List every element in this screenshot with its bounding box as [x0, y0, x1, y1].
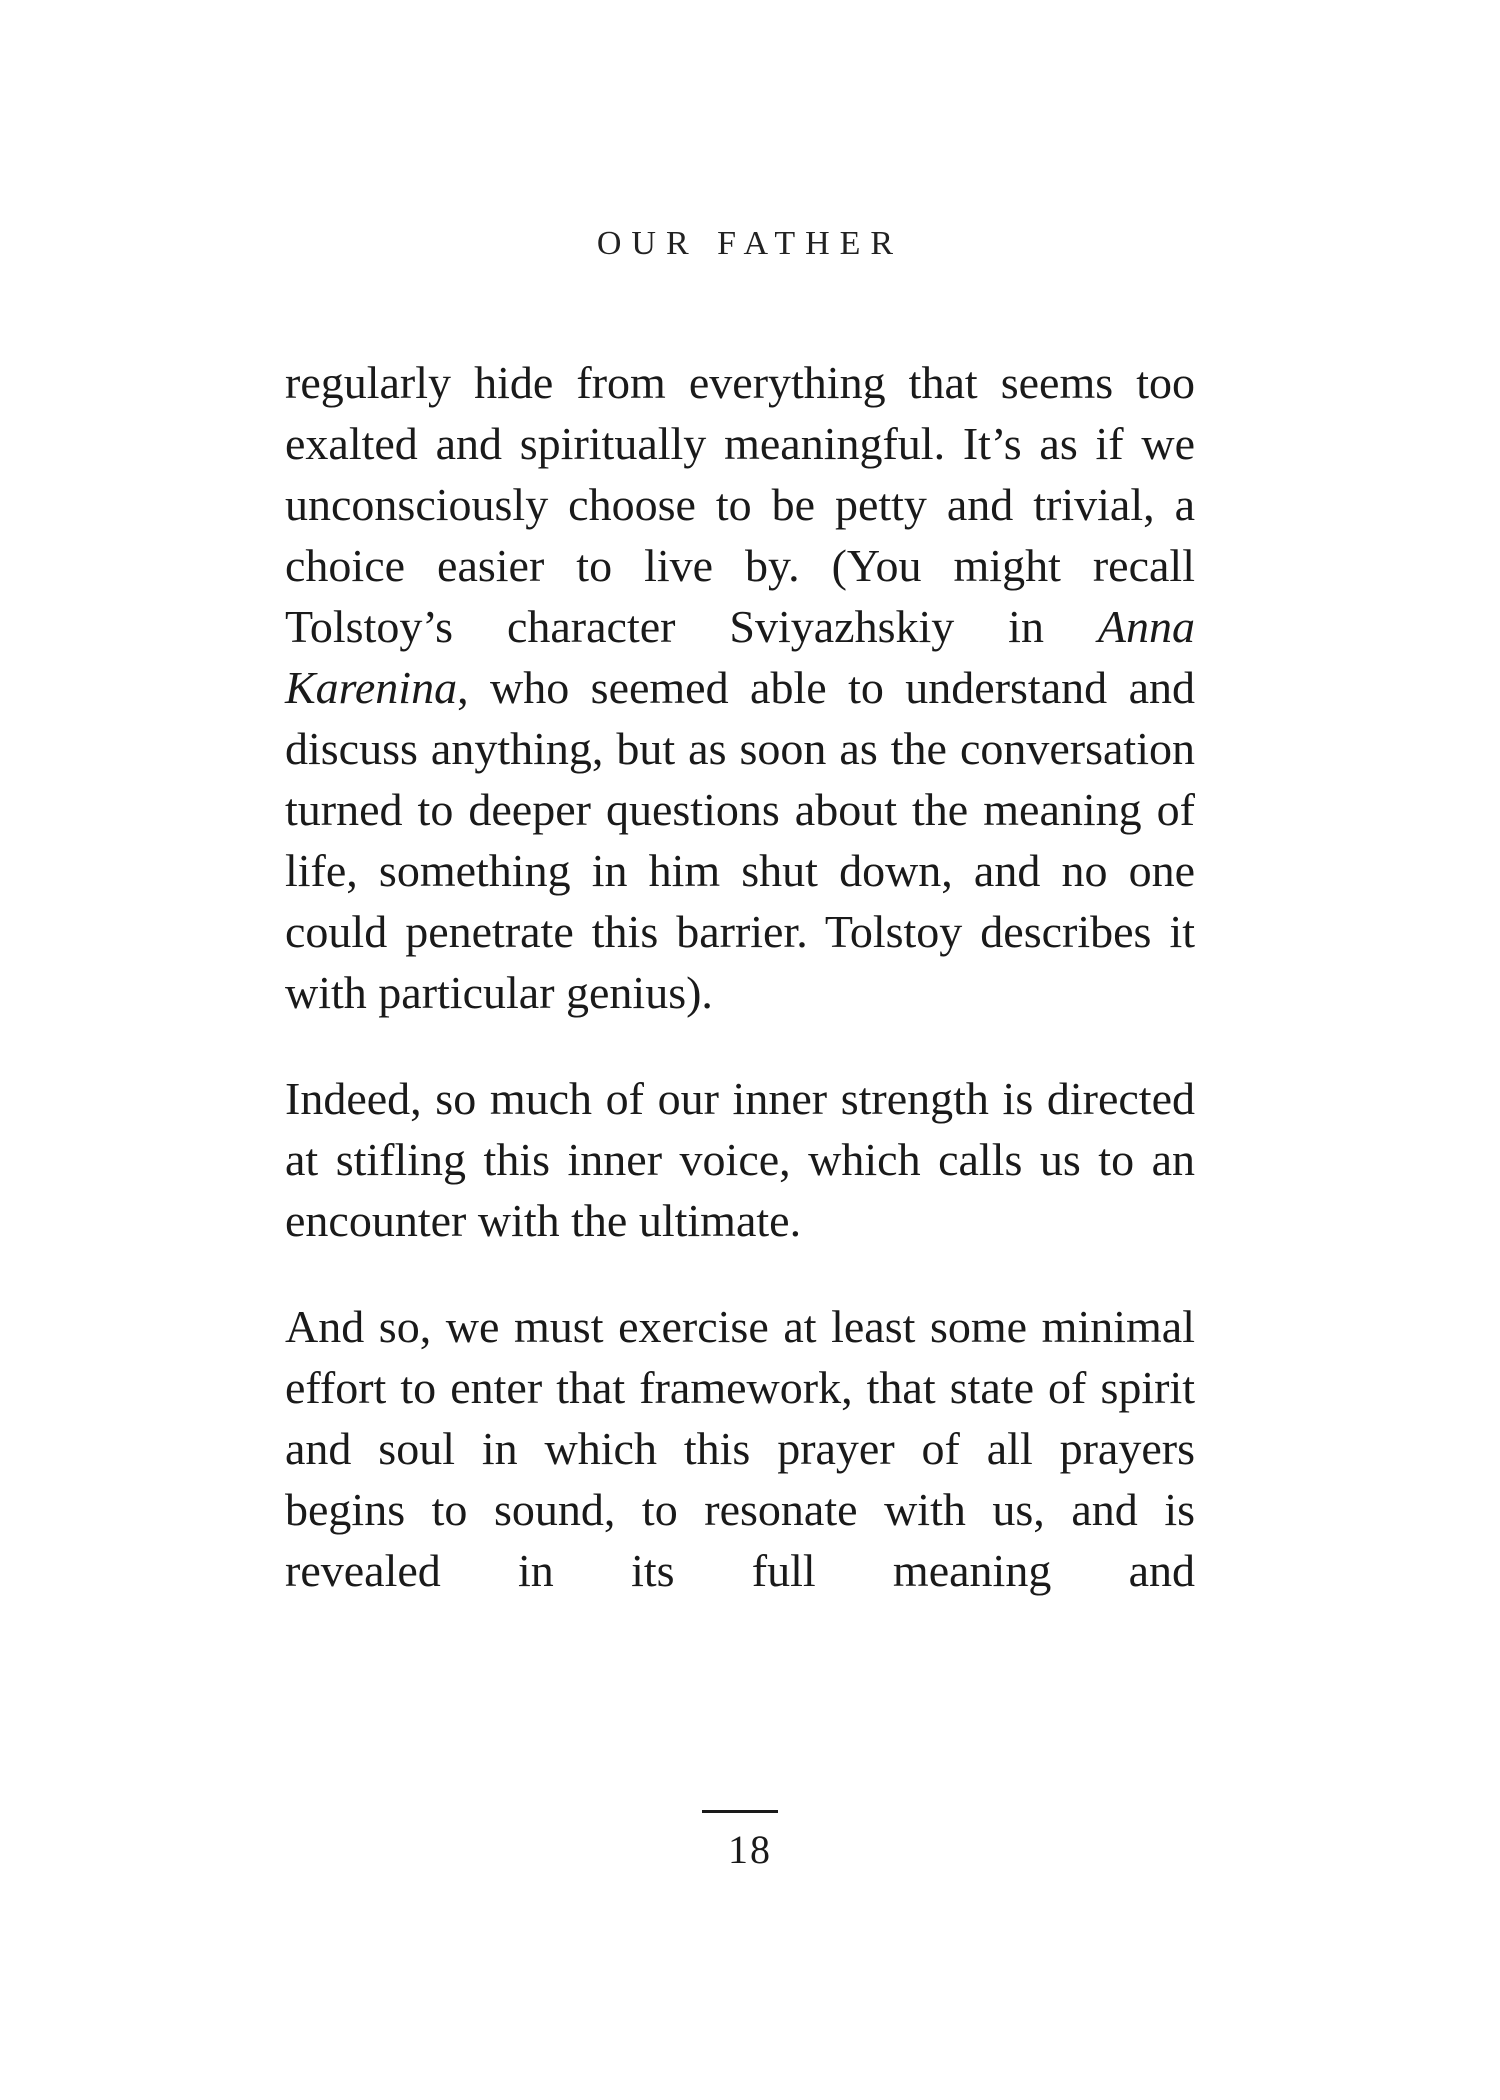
- paragraph-2-run-1: Indeed, so much of our inner strength is directed at stifling this inner voice, which calls us to an encounter with the ultimate.: [285, 1073, 1195, 1246]
- paragraph-1-run-3: , who seemed able to understand and discuss anything, but as soon as the conversation turned to deeper questions about the meaning of life, something in him shut down, and no one could penetrate this barrier. Tolstoy describes it with particular genius).: [285, 662, 1195, 1018]
- paragraph-3: [285, 1296, 1195, 1601]
- folio-rule: [702, 1810, 778, 1813]
- book-title-anna-karenina: Anna Karenina: [285, 601, 1195, 713]
- running-head: OUR FATHER: [596, 225, 904, 262]
- body-text: [285, 352, 1195, 1601]
- paragraph-2: [285, 1068, 1195, 1251]
- paragraph-1-run-1: regularly hide from everything that seems too exalted and spiritually meaningful. It’s as if we unconsciously choose to be petty and trivial, a choice easier to live by. (You might recall Tolstoy’s character Sviyazhskiy in: [285, 357, 1195, 652]
- paragraph-3-run-1: And so, we must exercise at least some minimal effort to enter that framework, that state of spirit and soul in which this prayer of all prayers begins to sound, to resonate with us, and is revealed in its full meaning and: [285, 1301, 1195, 1596]
- paragraph-1: [285, 352, 1195, 1023]
- page-number: 18: [728, 1827, 772, 1872]
